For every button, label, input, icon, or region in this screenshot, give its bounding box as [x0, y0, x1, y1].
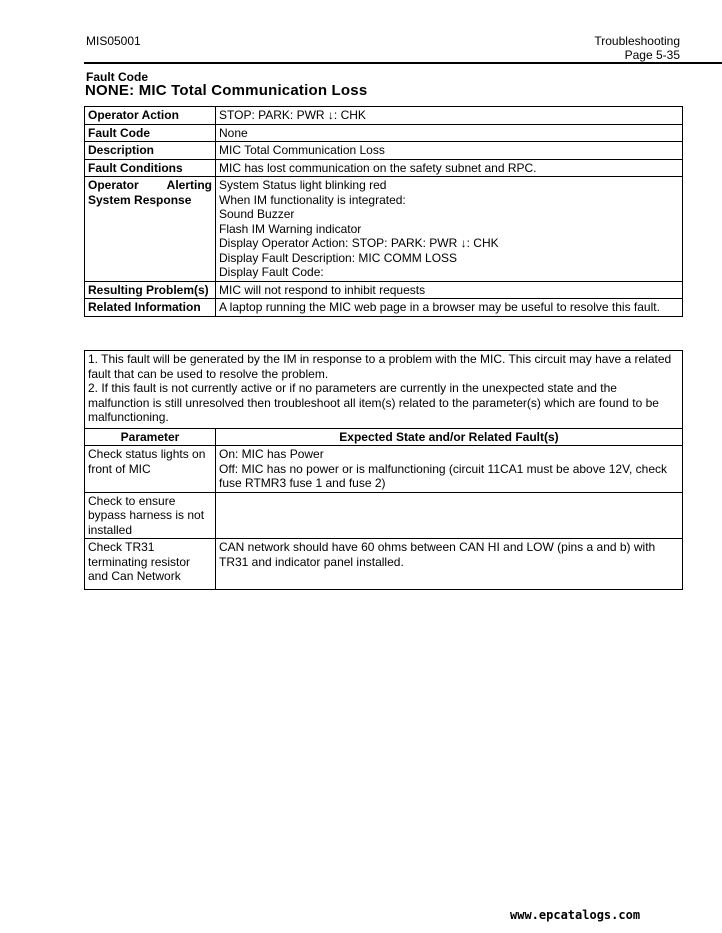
row-value: MIC will not respond to inhibit requests [216, 281, 683, 299]
row-value: MIC Total Communication Loss [216, 142, 683, 160]
header-divider [84, 62, 722, 64]
row-key: Fault Conditions [85, 159, 216, 177]
table-row [85, 446, 683, 493]
table-row [85, 124, 683, 142]
note-item: 1. This fault will be generated by the IM in response to a problem with the MIC. This circuit may have a related fault that can be used to resolve the problem. [88, 352, 672, 381]
row-key: Fault Code [85, 124, 216, 142]
expected-line: CAN network should have 60 ohms between CAN HI and LOW (pins a and b) with TR31 and indicator panel installed. [219, 540, 656, 569]
footer-url: www.epcatalogs.com [510, 908, 641, 922]
expected-line: Off: MIC has no power or is malfunctioning (circuit 11CA1 must be above 12V, check fuse RTMR3 fuse 1 and fuse 2) [219, 461, 667, 490]
fault-code-label: Fault Code [86, 70, 148, 84]
fault-title: NONE: MIC Total Communication Loss [85, 82, 368, 99]
note-item: 2. If this fault is not currently active or if no parameters are currently in the unexpected state and the malfunction is still unresolved then troubleshoot all item(s) related to the parameter(s) which are found to be malfunctioning. [88, 381, 659, 424]
value-line: Display Fault Description: MIC COMM LOSS [219, 250, 458, 265]
table-row [85, 492, 683, 539]
row-key: Resulting Problem(s) [85, 281, 216, 299]
column-header-parameter: Parameter [85, 428, 216, 446]
page-number: Page 5-35 [624, 48, 680, 62]
parameter-cell: Check status lights on front of MIC [85, 446, 216, 493]
table-row [85, 159, 683, 177]
value-line: Display Fault Code: [219, 265, 324, 279]
column-header-expected: Expected State and/or Related Fault(s) [216, 428, 683, 446]
row-key: Related Information [85, 299, 216, 317]
troubleshooting-table [84, 350, 683, 590]
value-line: System Status light blinking red [219, 178, 387, 192]
table-row [85, 281, 683, 299]
expected-cell [216, 446, 683, 493]
value-line: Display Operator Action: STOP: PARK: PWR ↓: CHK [219, 236, 499, 250]
table-row [85, 299, 683, 317]
table-row [85, 539, 683, 590]
table-header-row [85, 428, 683, 446]
notes-row [85, 351, 683, 429]
row-value [216, 177, 683, 282]
value-line: Sound Buzzer [219, 207, 295, 221]
row-value: MIC has lost communication on the safety subnet and RPC. [216, 159, 683, 177]
row-key: Operator Action [85, 107, 216, 125]
row-value: None [216, 124, 683, 142]
notes-cell [85, 351, 683, 429]
table-row [85, 107, 683, 125]
fault-summary-table [84, 106, 683, 317]
parameter-cell: Check TR31 terminating resistor and Can Network [85, 539, 216, 590]
expected-line: On: MIC has Power [219, 447, 324, 461]
table-row [85, 177, 683, 282]
page-header [594, 34, 680, 62]
value-line: Flash IM Warning indicator [219, 221, 362, 236]
document-id: MIS05001 [86, 34, 141, 48]
section-title: Troubleshooting [594, 34, 680, 48]
expected-cell [216, 539, 683, 590]
parameter-cell: Check to ensure bypass harness is not installed [85, 492, 216, 539]
row-value: STOP: PARK: PWR ↓: CHK [216, 107, 683, 125]
row-value: A laptop running the MIC web page in a browser may be useful to resolve this fault. [216, 299, 683, 317]
table-row [85, 142, 683, 160]
value-line: When IM functionality is integrated: [219, 192, 406, 207]
row-key: Description [85, 142, 216, 160]
expected-cell [216, 492, 683, 539]
row-key: Operator Alerting System Response [85, 177, 216, 282]
